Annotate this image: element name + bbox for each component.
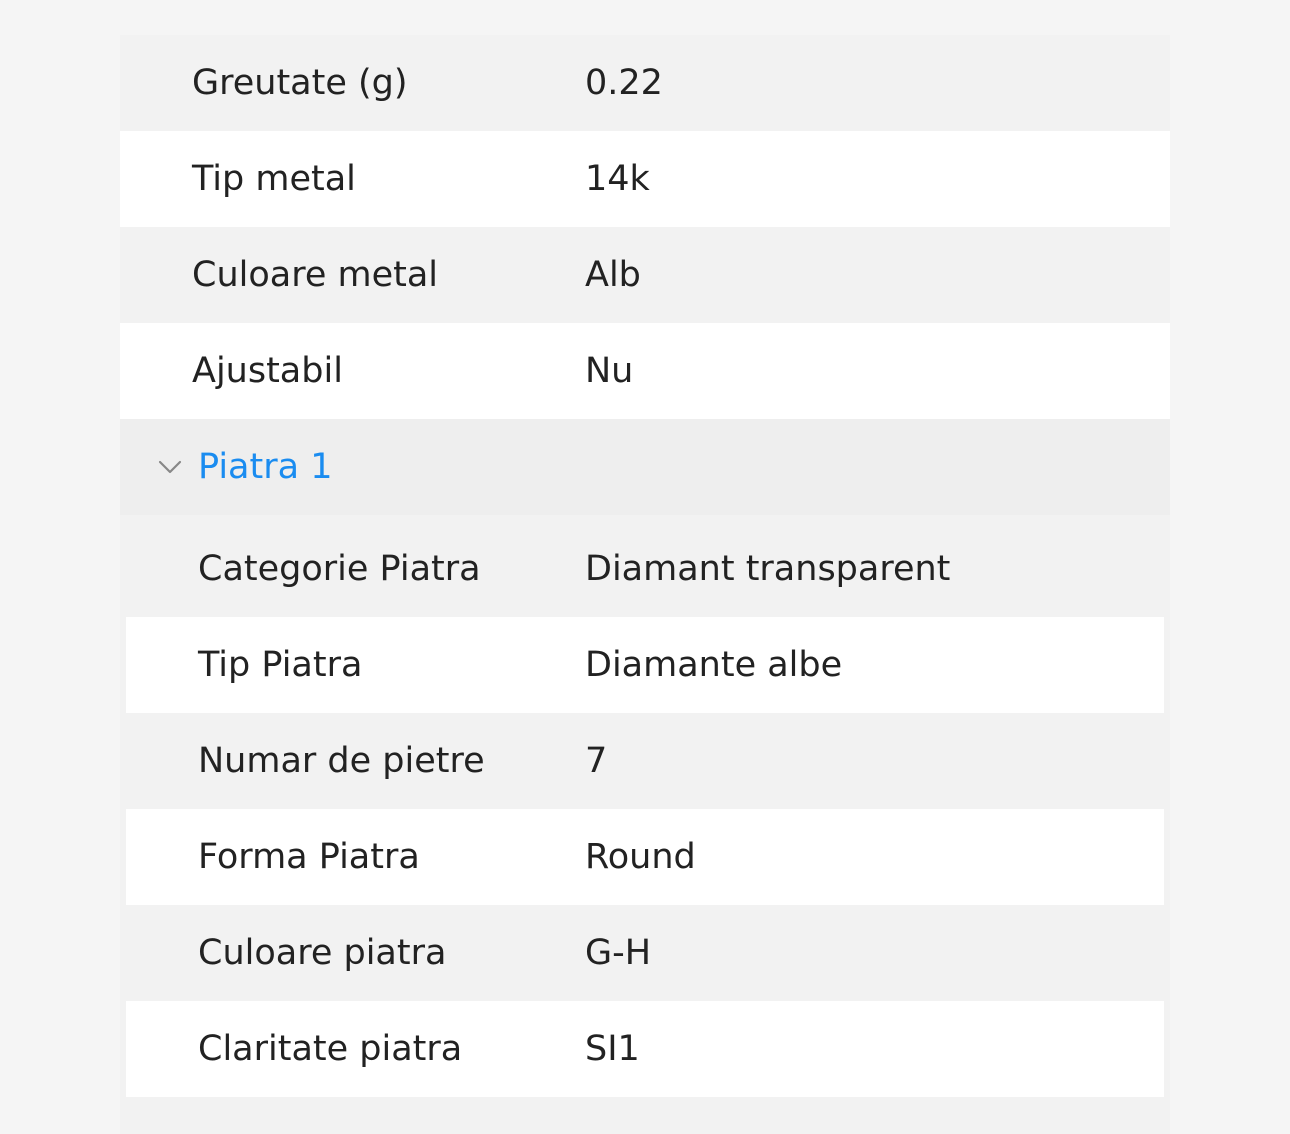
spec-value: 14k: [585, 159, 650, 199]
spec-value: Round: [585, 837, 696, 877]
spec-row-weight: [120, 35, 1170, 131]
stone-row-color: [126, 905, 1164, 1001]
spec-label: Claritate piatra: [198, 1029, 463, 1069]
spec-label: Tip Piatra: [198, 645, 363, 685]
stone-row-shape: [126, 809, 1164, 905]
spec-label: Greutate (g): [192, 63, 408, 103]
spec-row-adjustable: [120, 323, 1170, 419]
spec-label: Numar de pietre: [198, 741, 485, 781]
spec-value: SI1: [585, 1029, 640, 1069]
chevron-down-icon: [156, 453, 184, 481]
spec-value: Diamante albe: [585, 645, 843, 685]
spec-value: 0.22: [585, 63, 663, 103]
spec-value: 7: [585, 741, 608, 781]
spec-row-metal-type: [120, 131, 1170, 227]
spec-label: Tip metal: [192, 159, 356, 199]
stone-row-clarity: [126, 1001, 1164, 1097]
spec-label: Categorie Piatra: [198, 549, 481, 589]
spec-label: Culoare metal: [192, 255, 439, 295]
spec-row-metal-color: [120, 227, 1170, 323]
spec-label: Culoare piatra: [198, 933, 447, 973]
spec-value: G-H: [585, 933, 652, 973]
stone-group-title: Piatra 1: [198, 447, 333, 487]
stone-group-details: [120, 515, 1170, 1097]
spec-label: Ajustabil: [192, 351, 343, 391]
stone-row-count: [126, 713, 1164, 809]
product-specifications-table: [120, 35, 1170, 1134]
stone-row-category: [126, 521, 1164, 617]
spec-value: Diamant transparent: [585, 549, 951, 589]
spec-value: Nu: [585, 351, 634, 391]
stone-group-toggle[interactable]: [120, 419, 1170, 515]
spec-value: Alb: [585, 255, 641, 295]
stone-row-type: [126, 617, 1164, 713]
spec-label: Forma Piatra: [198, 837, 420, 877]
